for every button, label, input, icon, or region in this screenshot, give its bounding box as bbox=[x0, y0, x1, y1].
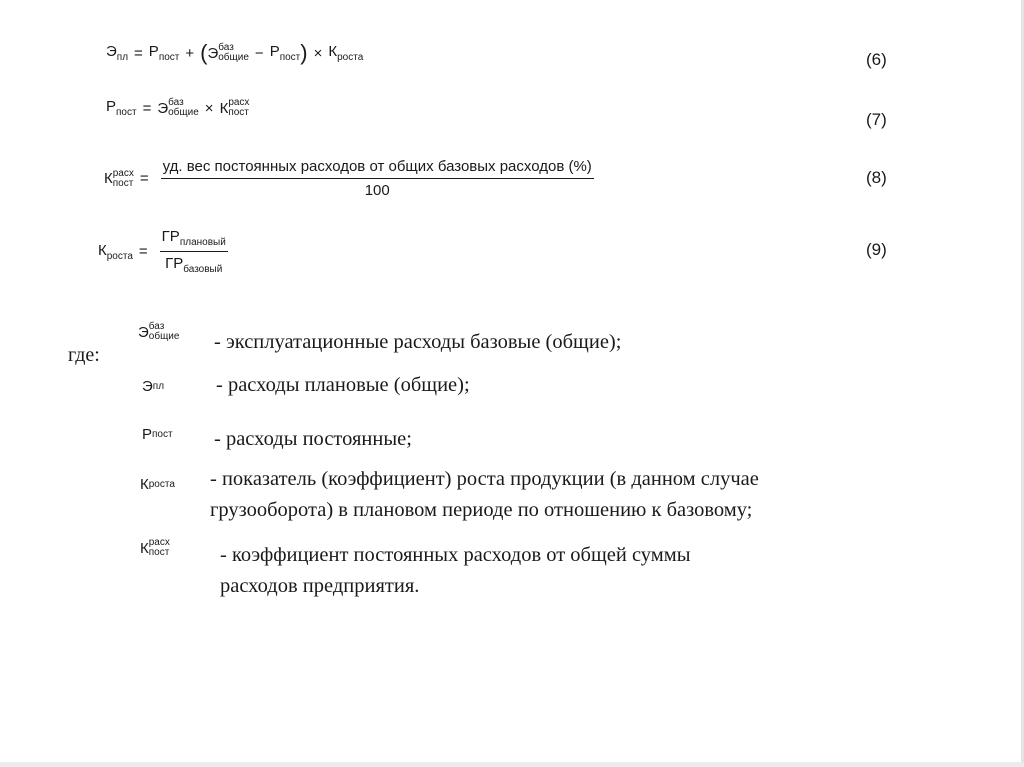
legend-text bbox=[210, 464, 1000, 526]
legend-symbol-e-base: Э баз общие bbox=[138, 321, 180, 342]
symbol: Э баз общие bbox=[157, 97, 199, 118]
legend-text-line: - коэффициент постоянных расходов от общей суммы bbox=[220, 544, 691, 566]
equals-sign: = bbox=[142, 99, 152, 117]
formula-9 bbox=[98, 228, 228, 275]
legend-text-line: - показатель (коэффициент) роста продукции (в данном случае bbox=[210, 468, 759, 490]
symbol: $Р_{пост}$ bbox=[148, 43, 180, 63]
times-sign: × bbox=[204, 99, 214, 117]
equals-sign: = bbox=[138, 243, 148, 260]
fraction bbox=[160, 228, 228, 275]
legend-text: - расходы постоянные; bbox=[214, 428, 412, 450]
equals-sign: = bbox=[134, 44, 143, 62]
equation-number-6: (6) bbox=[866, 50, 887, 69]
right-paren: ) bbox=[300, 40, 308, 65]
minus-sign: − bbox=[254, 44, 264, 62]
left-paren: ( bbox=[200, 40, 208, 65]
legend-symbol-e-plan: Э пл bbox=[142, 378, 165, 395]
formula-8 bbox=[104, 158, 594, 199]
fraction-numerator: $ГР_{плановый}$ bbox=[160, 228, 228, 252]
slide-edge-bottom bbox=[0, 762, 1024, 767]
fraction-denominator: $ГР_{базовый}$ bbox=[165, 255, 223, 275]
fraction-denominator: 100 bbox=[364, 182, 390, 199]
legend-text: - эксплуатационные расходы базовые (общие); bbox=[214, 331, 622, 353]
legend-symbol-k-const: К расх пост bbox=[140, 537, 170, 558]
legend-symbol-r-const: Р пост bbox=[142, 426, 173, 443]
times-sign: × bbox=[313, 44, 323, 62]
plus-sign: + bbox=[185, 44, 195, 62]
symbol: Э баз общие bbox=[207, 42, 249, 63]
symbol: К расх пост bbox=[104, 167, 134, 189]
formula-6 bbox=[106, 40, 363, 66]
fraction bbox=[161, 158, 594, 199]
legend-text-line: расходов предприятия. bbox=[220, 575, 420, 597]
symbol: $К_{роста}$ bbox=[328, 43, 364, 63]
legend-symbol-k-growth: К роста bbox=[140, 476, 175, 493]
fraction-numerator: уд. вес постоянных расходов от общих базовых расходов (%) bbox=[161, 158, 594, 179]
symbol: К расх пост bbox=[219, 97, 250, 118]
equals-sign: = bbox=[139, 170, 149, 187]
where-label: где: bbox=[68, 344, 100, 366]
legend-text-line: грузооборота) в плановом периоде по отношению к базовому; bbox=[210, 499, 753, 521]
symbol: $Э_{пл}$ bbox=[106, 43, 129, 63]
equation-number-8: (8) bbox=[866, 168, 887, 187]
legend-text bbox=[220, 540, 980, 602]
symbol: $Р_{пост}$ bbox=[269, 43, 301, 63]
symbol: $К_{роста}$ bbox=[98, 241, 133, 262]
symbol: $Р_{пост}$ bbox=[106, 98, 137, 118]
legend-text: - расходы плановые (общие); bbox=[216, 374, 470, 396]
equation-number-7: (7) bbox=[866, 110, 887, 129]
formula-7 bbox=[106, 98, 249, 118]
equation-number-9: (9) bbox=[866, 240, 887, 259]
